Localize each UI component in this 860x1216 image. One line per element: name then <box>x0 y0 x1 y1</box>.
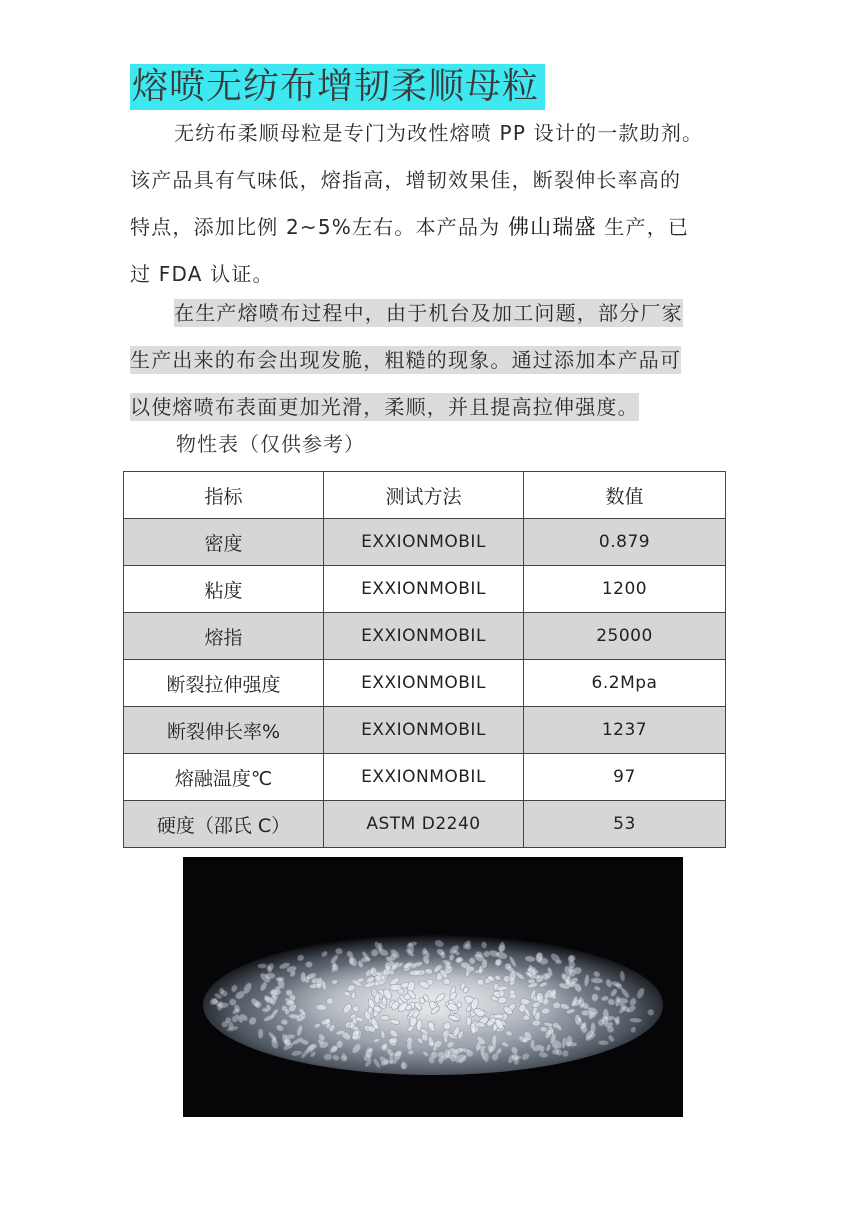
intro-line-4: 过 FDA 认证。 <box>130 262 274 286</box>
process-line-3-text: 以使熔喷布表面更加光滑，柔顺，并且提高拉伸强度。 <box>130 395 639 419</box>
pellet <box>443 978 451 985</box>
pellet <box>305 961 312 967</box>
row-method: EXXIONMOBIL <box>324 754 524 801</box>
row-indicator: 熔指 <box>124 613 324 660</box>
row-indicator: 粘度 <box>124 566 324 613</box>
pellet <box>324 1054 332 1061</box>
table-caption: 物性表（仅供参考） <box>176 432 365 456</box>
row-method: ASTM D2240 <box>324 801 524 848</box>
row-method: EXXIONMOBIL <box>324 707 524 754</box>
pellet <box>591 993 598 1001</box>
pellet <box>368 1007 373 1014</box>
row-method: EXXIONMOBIL <box>324 660 524 707</box>
pellet <box>281 1019 289 1025</box>
row-value: 1237 <box>524 707 726 754</box>
row-value: 53 <box>524 801 726 848</box>
pellet <box>335 948 343 955</box>
table-row <box>124 566 726 613</box>
row-method: EXXIONMOBIL <box>324 613 524 660</box>
pellet <box>530 1039 535 1049</box>
row-indicator: 断裂伸长率% <box>124 707 324 754</box>
header-method: 测试方法 <box>324 472 524 519</box>
brand-name: 佛山瑞盛 <box>507 215 597 239</box>
intro-line-2: 该产品具有气味低，熔指高，增韧效果佳，断裂伸长率高的 <box>130 168 682 192</box>
intro-line-1: 无纺布柔顺母粒是专门为改性熔喷 PP 设计的一款助剂。 <box>174 121 704 145</box>
table-row <box>124 660 726 707</box>
process-paragraph <box>130 290 730 431</box>
process-line-1 <box>130 290 730 337</box>
row-value: 25000 <box>524 613 726 660</box>
properties-table <box>123 471 726 848</box>
pellet <box>598 1040 609 1045</box>
pellet <box>630 1018 642 1023</box>
pellet <box>509 994 517 999</box>
pellet <box>229 998 237 1005</box>
pellet <box>591 977 603 983</box>
intro-line-3-end: 生产，已 <box>596 215 690 239</box>
pellet <box>352 1035 362 1040</box>
table-row <box>124 613 726 660</box>
pellet <box>553 1002 561 1009</box>
pellet <box>380 1015 389 1020</box>
intro-line-3-start: 特点，添加比例 2~5%左右。本产品为 <box>130 215 508 239</box>
document-title: 熔喷无纺布增韧柔顺母粒 <box>130 64 545 110</box>
pellet <box>219 988 224 994</box>
process-line-1-text: 在生产熔喷布过程中，由于机台及加工问题，部分厂家 <box>174 301 683 325</box>
table-row <box>124 707 726 754</box>
row-value: 0.879 <box>524 519 726 566</box>
pellet <box>555 960 562 964</box>
row-indicator: 断裂拉伸强度 <box>124 660 324 707</box>
pellets-image <box>183 857 683 1117</box>
row-method: EXXIONMOBIL <box>324 519 524 566</box>
pellet <box>409 970 421 976</box>
pellet <box>285 1009 290 1015</box>
row-method: EXXIONMOBIL <box>324 566 524 613</box>
intro-paragraph <box>130 110 730 298</box>
pellet <box>316 1004 327 1011</box>
header-indicator: 指标 <box>124 472 324 519</box>
pellet <box>258 1028 264 1038</box>
table-row <box>124 519 726 566</box>
pellet <box>444 1049 451 1058</box>
pellet <box>430 1051 438 1059</box>
intro-line-3 <box>130 204 730 251</box>
pellet <box>349 957 355 965</box>
process-line-2 <box>130 337 730 384</box>
row-indicator: 硬度（邵氏 C） <box>124 801 324 848</box>
pellet <box>535 953 543 963</box>
table-row <box>124 754 726 801</box>
table-header-row <box>124 472 726 519</box>
pellet <box>647 1009 654 1016</box>
header-value: 数值 <box>524 472 726 519</box>
row-indicator: 密度 <box>124 519 324 566</box>
process-line-3 <box>130 384 730 431</box>
row-value: 6.2Mpa <box>524 660 726 707</box>
pellet <box>495 959 501 966</box>
process-line-2-text: 生产出来的布会出现发脆，粗糙的现象。通过添加本产品可 <box>130 348 682 372</box>
pellet <box>301 972 306 982</box>
pellet <box>493 1014 504 1019</box>
table-row <box>124 801 726 848</box>
pellet <box>258 964 267 969</box>
row-value: 1200 <box>524 566 726 613</box>
pellet <box>385 961 392 970</box>
row-value: 97 <box>524 754 726 801</box>
product-pellets-photo <box>183 857 683 1117</box>
row-indicator: 熔融温度℃ <box>124 754 324 801</box>
